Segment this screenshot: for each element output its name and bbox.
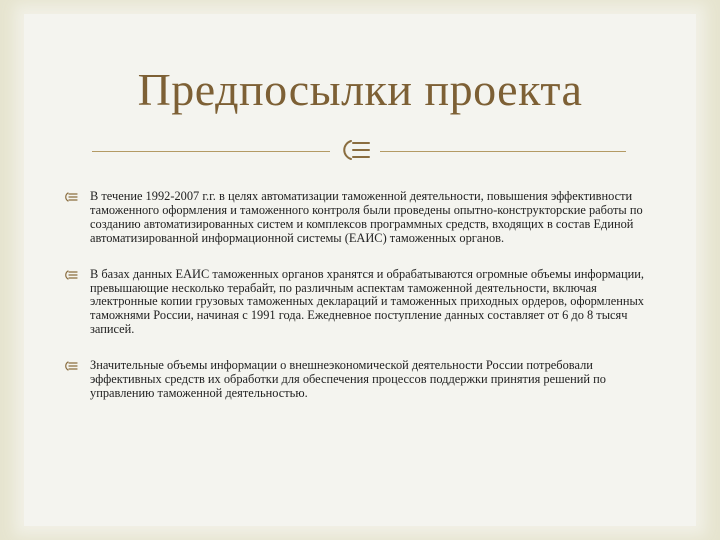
bullet-text: В течение 1992-2007 г.г. в целях автоматизации таможенной деятельности, повышения эффективности таможенного оформления и таможенного контроля были проведены опытно-конструкторские работы по созданию автоматизированных систем и комплексов программных средств, входящих в состав Единой автоматизированной информационной системы (ЕАИС) таможенных органов. — [90, 189, 643, 245]
bullet-item — [64, 268, 664, 338]
bullet-list — [64, 190, 664, 401]
triple-line-glyph-icon — [339, 138, 375, 162]
list-lines-icon — [64, 191, 78, 203]
bullet-text: Значительные объемы информации о внешнеэкономической деятельности России потребовали эффективных средств их обработки для обеспечения процессов поддержки принятия решений по управлению таможенной деятельностью. — [90, 358, 606, 400]
bullet-text: В базах данных ЕАИС таможенных органов хранятся и обрабатываются огромные объемы информации, превышающие несколько терабайт, по различным аспектам таможенной деятельности, включая электронные копии грузовых таможенных деклараций и таможенных приходных ордеров, оформленных таможнями России, начиная с 1991 года. Ежедневное поступление данных составляет от 6 до 8 тысяч записей. — [90, 266, 644, 337]
bullet-item — [64, 359, 664, 401]
title-divider-left — [92, 151, 330, 152]
bullet-item — [64, 190, 664, 246]
title-divider-right — [380, 151, 626, 152]
slide-title: Предпосылки проекта — [137, 64, 583, 115]
list-lines-icon — [64, 360, 78, 372]
list-lines-icon — [64, 269, 78, 281]
